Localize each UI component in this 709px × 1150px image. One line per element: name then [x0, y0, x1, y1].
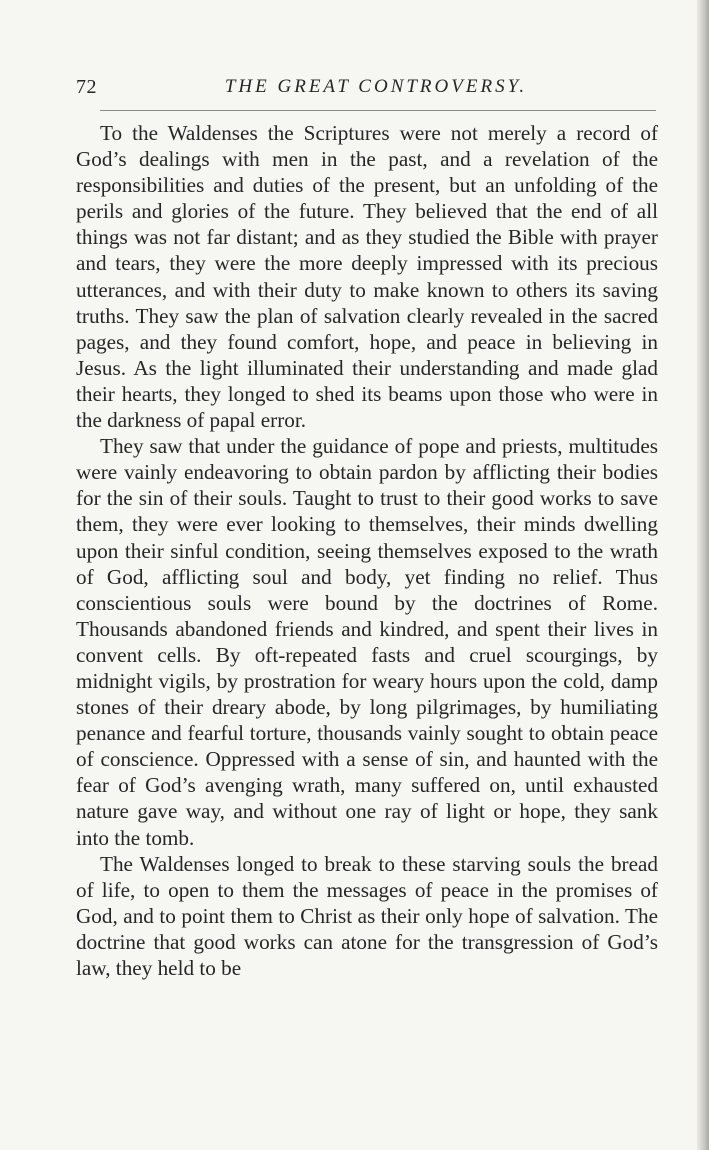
running-title: THE GREAT CONTROVERSY. — [224, 76, 528, 97]
paragraph: They saw that under the guidance of pope and priests, multitudes were vainly endeavoring to obtain pardon by afflicting their bodies for the sin of their souls. Taught to trust to their good works to save them, they were ever looking to themselves, their minds dwelling upon their sinful condition, seeing themselves exposed to the wrath of God, afflicting soul and body, yet finding no relief. Thus conscientious souls were bound by the doctrines of Rome. Thousands abandoned friends and kindred, and spent their lives in convent cells. By oft-repeated fasts and cruel scourgings, by midnight vigils, by prostration for weary hours upon the cold, damp stones of their dreary abode, by long pilgrimages, by humiliating penance and fearful torture, thousands vainly sought to obtain peace of conscience. Oppressed with a sense of sin, and haunted with the fear of God’s avenging wrath, many suffered on, until exhausted nature gave way, and without one ray of light or hope, they sank into the tomb. — [76, 434, 658, 850]
page-number: 72 — [76, 76, 97, 98]
paragraph: The Waldenses longed to break to these starving souls the bread of life, to open to them the messages of peace in the promises of God, and to point them to Christ as their only hope of salvation. The doctrine that good works can atone for the transgression of God’s law, they held to be — [76, 851, 658, 980]
page-edge-shadow — [697, 0, 709, 1150]
running-header — [76, 76, 658, 104]
paragraph: To the Waldenses the Scriptures were not merely a record of God’s dealings with men in the past, and a revelation of the responsibilities and duties of the present, but an unfolding of the perils and glories of the future. They believed that the end of all things was not far distant; and as they studied the Bible with prayer and tears, they were the more deeply impressed with its precious utterances, and with their duty to make known to others its saving truths. They saw the plan of salvation clearly revealed in the sacred pages, and they found comfort, hope, and peace in believing in Jesus. As the light illuminated their understanding and made glad their hearts, they longed to shed its beams upon those who were in the darkness of papal error. — [76, 121, 658, 433]
body-text — [76, 120, 658, 981]
header-rule — [100, 110, 656, 111]
